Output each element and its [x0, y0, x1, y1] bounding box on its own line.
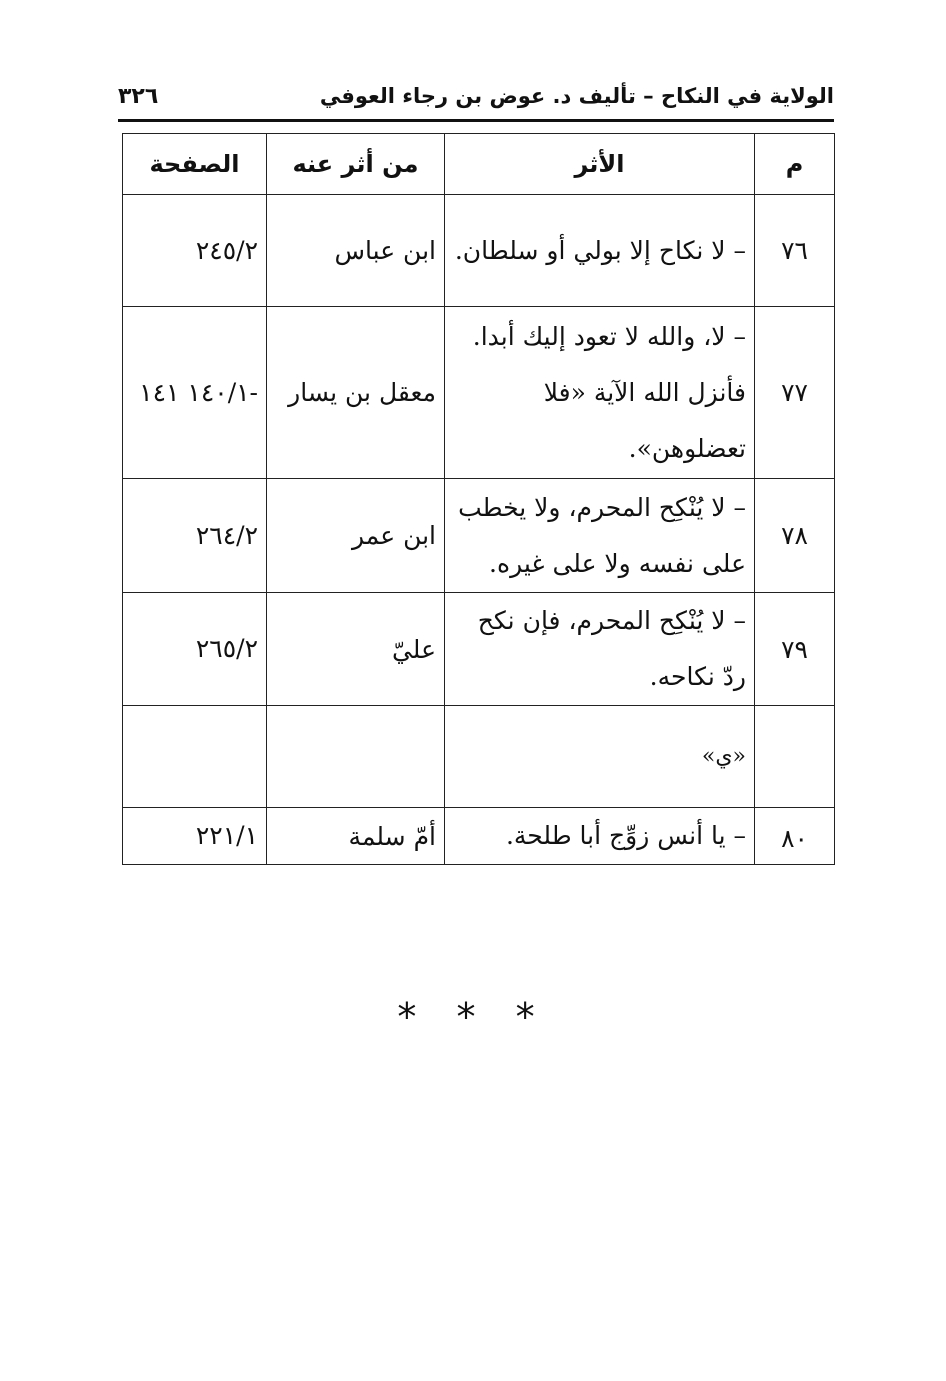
athar-text: – لا، والله لا تعود إليك أبدا. فأنزل الله الآية «فلا تعضلوهن».: [445, 307, 755, 479]
narrator-name: ابن عمر: [267, 479, 445, 593]
column-header-page: الصفحة: [123, 134, 267, 195]
narrator-name: ابن عباس: [267, 195, 445, 307]
table-header-row: [123, 134, 835, 195]
section-end-stars: * * *: [397, 995, 549, 1039]
narrator-name: عليّ: [267, 593, 445, 706]
athar-text: – لا يُنْكِح المحرم، فإن نكح ردّ نكاحه.: [445, 593, 755, 706]
table-row: [123, 808, 835, 865]
column-header-narrator: من أثر عنه: [267, 134, 445, 195]
athar-text: – يا أنس زوِّج أبا طلحة.: [445, 808, 755, 865]
page-reference: ٢٢١/١: [123, 808, 267, 865]
table-row: [123, 195, 835, 307]
row-number: ٧٩: [755, 593, 835, 706]
page-reference: [123, 706, 267, 808]
page-reference: ٢٦٥/٢: [123, 593, 267, 706]
column-header-athar: الأثر: [445, 134, 755, 195]
page-reference: -١٤٠/١ ١٤١: [123, 307, 267, 479]
page-reference: ٢٦٤/٢: [123, 479, 267, 593]
table-row: [123, 479, 835, 593]
narrator-name: [267, 706, 445, 808]
page-number: ٣٢٦: [118, 84, 159, 109]
athar-index-table: [122, 133, 835, 865]
row-number: ٨٠: [755, 808, 835, 865]
running-header: [118, 80, 834, 120]
narrator-name: أمّ سلمة: [267, 808, 445, 865]
table-row: [123, 307, 835, 479]
book-title-header: الولاية في النكاح – تأليف د. عوض بن رجاء العوفي: [319, 84, 834, 108]
column-header-num: م: [755, 134, 835, 195]
row-number: ٧٧: [755, 307, 835, 479]
athar-text: – لا نكاح إلا بولي أو سلطان.: [445, 195, 755, 307]
row-number: ٧٦: [755, 195, 835, 307]
row-number: [755, 706, 835, 808]
page-reference: ٢٤٥/٢: [123, 195, 267, 307]
header-divider: [118, 119, 834, 122]
section-letter-marker: «ي»: [445, 706, 755, 808]
narrator-name: معقل بن يسار: [267, 307, 445, 479]
row-number: ٧٨: [755, 479, 835, 593]
table-row: [123, 706, 835, 808]
table-row: [123, 593, 835, 706]
athar-text: – لا يُنْكِح المحرم، ولا يخطب على نفسه ولا على غيره.: [445, 479, 755, 593]
